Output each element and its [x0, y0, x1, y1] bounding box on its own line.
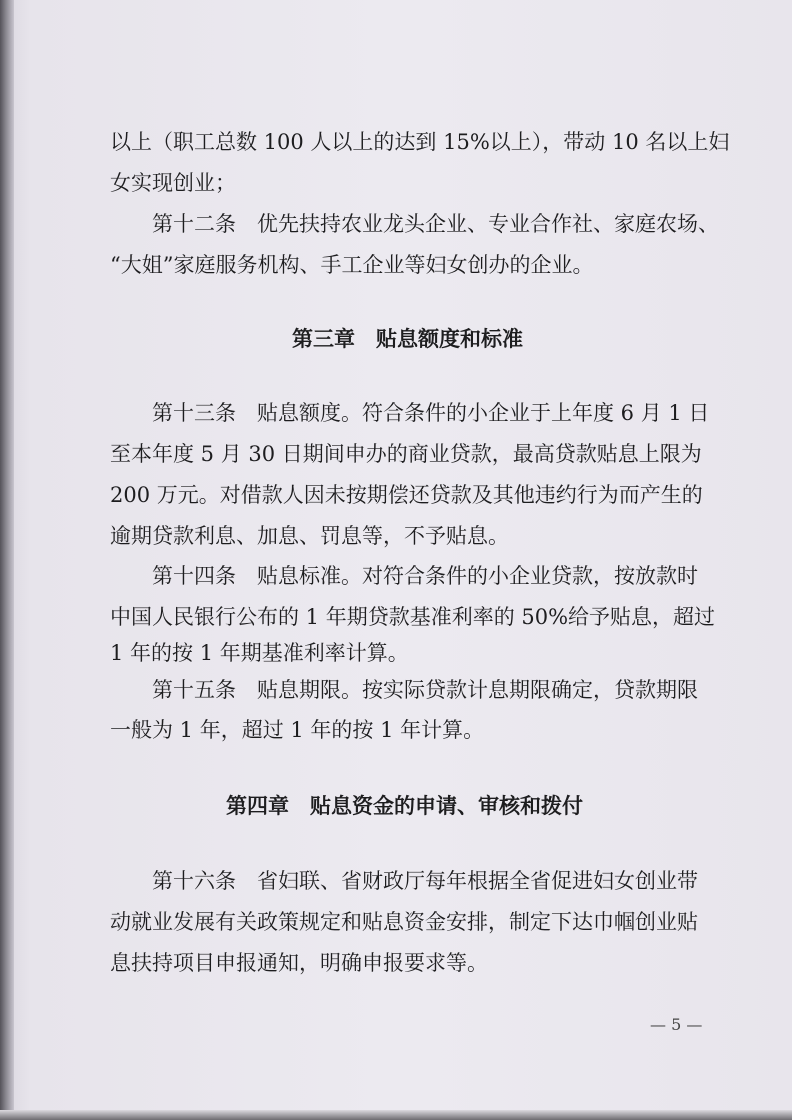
continuation-line-1: 以上（职工总数 100 人以上的达到 15%以上），带动 10 名以上妇 — [110, 130, 730, 154]
article-13-line-3: 200 万元。对借款人因未按期偿还贷款及其他违约行为而产生的 — [110, 483, 703, 507]
article-16-line-1: 第十六条 省妇联、省财政厅每年根据全省促进妇女创业带 — [152, 869, 698, 893]
chapter-4-title: 第四章 贴息资金的申请、审核和拨付 — [226, 793, 583, 818]
article-16-line-2: 动就业发展有关政策规定和贴息资金安排，制定下达巾帼创业贴 — [110, 910, 698, 934]
article-14-line-3: 1 年的按 1 年期基准利率计算。 — [110, 641, 409, 665]
chapter-3-title: 第三章 贴息额度和标准 — [292, 326, 523, 351]
binding-shadow — [0, 0, 14, 1120]
article-16-line-3: 息扶持项目申报通知，明确申报要求等。 — [110, 951, 488, 975]
article-15-line-2: 一般为 1 年，超过 1 年的按 1 年计算。 — [110, 718, 485, 742]
article-14-line-1: 第十四条 贴息标准。对符合条件的小企业贷款，按放款时 — [152, 564, 698, 588]
continuation-line-2: 女实现创业； — [110, 171, 236, 195]
article-12-line-2: “大姐”家庭服务机构、手工企业等妇女创办的企业。 — [110, 253, 594, 277]
article-12-line-1: 第十二条 优先扶持农业龙头企业、专业合作社、家庭农场、 — [152, 212, 719, 236]
article-13-line-2: 至本年度 5 月 30 日期间申办的商业贷款，最高贷款贴息上限为 — [110, 442, 702, 466]
article-13-line-1: 第十三条 贴息额度。符合条件的小企业于上年度 6 月 1 日 — [152, 401, 710, 425]
article-13-line-4: 逾期贷款利息、加息、罚息等，不予贴息。 — [110, 524, 509, 548]
article-14-line-2: 中国人民银行公布的 1 年期贷款基准利率的 50%给予贴息，超过 — [110, 605, 716, 629]
article-15-line-1: 第十五条 贴息期限。按实际贷款计息期限确定，贷款期限 — [152, 678, 698, 702]
scan-bottom-edge — [0, 1110, 792, 1120]
page-number: — 5 — — [650, 1015, 703, 1034]
